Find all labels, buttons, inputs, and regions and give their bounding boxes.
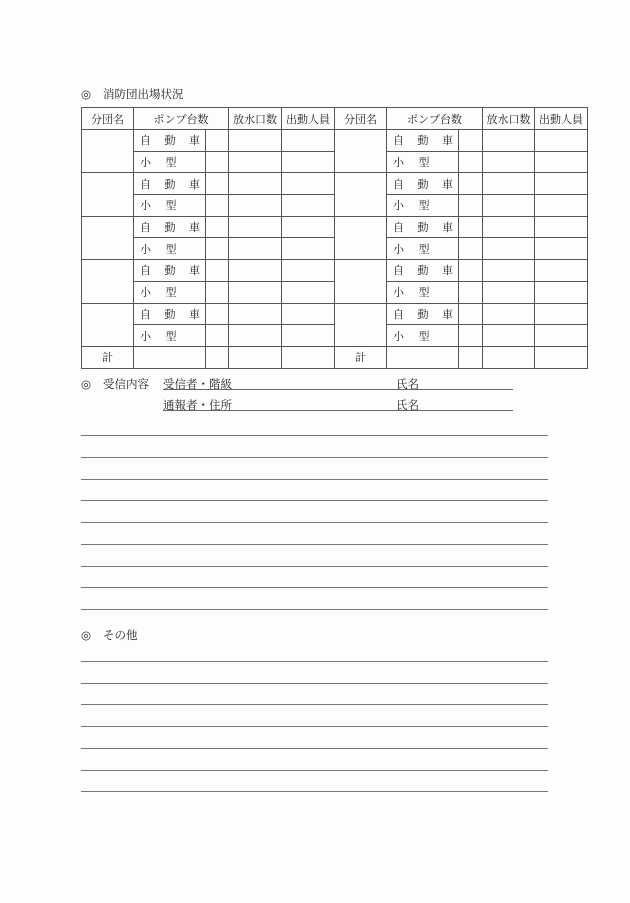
personnel-cell[interactable] xyxy=(535,303,588,325)
nozzle-count-cell[interactable] xyxy=(229,173,282,195)
vehicle-type-label: 自 動 車 xyxy=(387,216,459,238)
section-title: 消防団出場状況 xyxy=(103,87,184,101)
header-personnel: 出動人員 xyxy=(535,108,588,130)
writing-line[interactable] xyxy=(81,791,548,792)
total-pump-cell[interactable] xyxy=(134,346,206,368)
total-nozzle-cell[interactable] xyxy=(229,346,282,368)
total-pump-count-cell[interactable] xyxy=(459,346,483,368)
nozzle-count-cell[interactable] xyxy=(229,238,282,260)
nozzle-count-cell[interactable] xyxy=(229,325,282,347)
writing-line[interactable] xyxy=(81,661,548,662)
header-nozzle-count: 放水口数 xyxy=(483,108,535,130)
personnel-cell[interactable] xyxy=(535,325,588,347)
writing-line[interactable] xyxy=(81,522,548,523)
receiver-rank-label: 受信者・階級 xyxy=(163,377,232,391)
total-personnel-cell[interactable] xyxy=(282,346,335,368)
nozzle-count-cell[interactable] xyxy=(229,216,282,238)
nozzle-count-cell[interactable] xyxy=(483,238,535,260)
table-row xyxy=(82,303,588,325)
total-pump-cell[interactable] xyxy=(387,346,459,368)
writing-line[interactable] xyxy=(81,609,548,610)
pump-count-cell[interactable] xyxy=(459,281,483,303)
vehicle-type-label: 自 動 車 xyxy=(387,130,459,152)
vehicle-type-label: 自 動 車 xyxy=(134,303,206,325)
vehicle-type-label: 自 動 車 xyxy=(134,260,206,282)
nozzle-count-cell[interactable] xyxy=(483,281,535,303)
pump-count-cell[interactable] xyxy=(459,130,483,152)
pump-count-cell[interactable] xyxy=(206,260,229,282)
total-label: 計 xyxy=(335,346,387,368)
vehicle-type-label: 自 動 車 xyxy=(387,260,459,282)
pump-count-cell[interactable] xyxy=(206,130,229,152)
personnel-cell[interactable] xyxy=(535,173,588,195)
personnel-cell[interactable] xyxy=(282,130,335,152)
personnel-cell[interactable] xyxy=(535,281,588,303)
vehicle-type-label: 自 動 車 xyxy=(387,173,459,195)
vehicle-type-label: 小 型 xyxy=(387,238,459,260)
personnel-cell[interactable] xyxy=(535,151,588,173)
vehicle-type-label: 小 型 xyxy=(134,325,206,347)
pump-count-cell[interactable] xyxy=(459,216,483,238)
pump-count-cell[interactable] xyxy=(459,173,483,195)
vehicle-type-label: 小 型 xyxy=(387,325,459,347)
receiver-field[interactable] xyxy=(163,389,513,390)
nozzle-count-cell[interactable] xyxy=(483,173,535,195)
header-pump-count: ポンプ台数 xyxy=(134,108,229,130)
fire-brigade-status-table xyxy=(81,107,588,369)
writing-line[interactable] xyxy=(81,500,548,501)
pump-count-cell[interactable] xyxy=(206,281,229,303)
table-row xyxy=(82,216,588,238)
division-name-cell[interactable] xyxy=(335,130,387,173)
table-row xyxy=(82,130,588,152)
nozzle-count-cell[interactable] xyxy=(229,281,282,303)
personnel-cell[interactable] xyxy=(282,260,335,282)
receiver-name-label: 氏名 xyxy=(396,377,419,391)
nozzle-count-cell[interactable] xyxy=(483,325,535,347)
writing-line[interactable] xyxy=(81,587,548,588)
nozzle-count-cell[interactable] xyxy=(483,151,535,173)
writing-line[interactable] xyxy=(81,770,548,771)
writing-line[interactable] xyxy=(81,457,548,458)
nozzle-count-cell[interactable] xyxy=(483,303,535,325)
personnel-cell[interactable] xyxy=(282,238,335,260)
writing-line[interactable] xyxy=(81,726,548,727)
pump-count-cell[interactable] xyxy=(206,151,229,173)
pump-count-cell[interactable] xyxy=(206,303,229,325)
total-pump-count-cell[interactable] xyxy=(206,346,229,368)
pump-count-cell[interactable] xyxy=(459,151,483,173)
header-division: 分団名 xyxy=(82,108,134,130)
division-name-cell[interactable] xyxy=(82,303,134,346)
writing-line[interactable] xyxy=(81,479,548,480)
division-name-cell[interactable] xyxy=(335,303,387,346)
nozzle-count-cell[interactable] xyxy=(229,260,282,282)
personnel-cell[interactable] xyxy=(282,151,335,173)
pump-count-cell[interactable] xyxy=(459,195,483,217)
personnel-cell[interactable] xyxy=(535,195,588,217)
pump-count-cell[interactable] xyxy=(206,238,229,260)
table-header-row xyxy=(82,108,588,130)
vehicle-type-label: 小 型 xyxy=(387,151,459,173)
pump-count-cell[interactable] xyxy=(459,260,483,282)
reporter-field[interactable] xyxy=(163,410,513,411)
personnel-cell[interactable] xyxy=(535,216,588,238)
section-title: 受信内容 xyxy=(103,377,149,391)
nozzle-count-cell[interactable] xyxy=(229,130,282,152)
personnel-cell[interactable] xyxy=(282,281,335,303)
nozzle-count-cell[interactable] xyxy=(483,195,535,217)
vehicle-type-label: 自 動 車 xyxy=(134,173,206,195)
header-nozzle-count: 放水口数 xyxy=(229,108,282,130)
personnel-cell[interactable] xyxy=(535,130,588,152)
pump-count-cell[interactable] xyxy=(459,238,483,260)
division-name-cell[interactable] xyxy=(335,260,387,303)
pump-count-cell[interactable] xyxy=(459,325,483,347)
section-heading-other xyxy=(81,627,138,643)
table-row xyxy=(82,173,588,195)
vehicle-type-label: 小 型 xyxy=(387,195,459,217)
division-name-cell[interactable] xyxy=(82,260,134,303)
division-name-cell[interactable] xyxy=(335,173,387,216)
vehicle-type-label: 自 動 車 xyxy=(387,303,459,325)
section-heading-fire-brigade xyxy=(81,86,184,102)
table-row xyxy=(82,260,588,282)
division-name-cell[interactable] xyxy=(82,173,134,216)
pump-count-cell[interactable] xyxy=(206,173,229,195)
personnel-cell[interactable] xyxy=(282,195,335,217)
section-title: その他 xyxy=(103,628,138,642)
double-circle-icon: ◎ xyxy=(81,377,92,391)
writing-line[interactable] xyxy=(81,544,548,545)
writing-line[interactable] xyxy=(81,748,548,749)
vehicle-type-label: 小 型 xyxy=(387,281,459,303)
pump-count-cell[interactable] xyxy=(206,325,229,347)
nozzle-count-cell[interactable] xyxy=(483,216,535,238)
reporter-address-label: 通報者・住所 xyxy=(163,398,232,412)
header-personnel: 出動人員 xyxy=(282,108,335,130)
writing-line[interactable] xyxy=(81,435,548,436)
header-pump-count: ポンプ台数 xyxy=(387,108,483,130)
division-name-cell[interactable] xyxy=(82,216,134,259)
writing-line[interactable] xyxy=(81,704,548,705)
double-circle-icon: ◎ xyxy=(81,628,92,642)
division-name-cell[interactable] xyxy=(82,130,134,173)
vehicle-type-label: 小 型 xyxy=(134,238,206,260)
pump-count-cell[interactable] xyxy=(206,216,229,238)
pump-count-cell[interactable] xyxy=(206,195,229,217)
writing-line[interactable] xyxy=(81,683,548,684)
personnel-cell[interactable] xyxy=(282,303,335,325)
personnel-cell[interactable] xyxy=(282,173,335,195)
total-personnel-cell[interactable] xyxy=(535,346,588,368)
personnel-cell[interactable] xyxy=(282,325,335,347)
vehicle-type-label: 小 型 xyxy=(134,281,206,303)
personnel-cell[interactable] xyxy=(535,260,588,282)
vehicle-type-label: 自 動 車 xyxy=(134,130,206,152)
total-nozzle-cell[interactable] xyxy=(483,346,535,368)
reporter-name-label: 氏名 xyxy=(396,398,419,412)
nozzle-count-cell[interactable] xyxy=(229,151,282,173)
nozzle-count-cell[interactable] xyxy=(483,260,535,282)
header-division: 分団名 xyxy=(335,108,387,130)
nozzle-count-cell[interactable] xyxy=(229,303,282,325)
nozzle-count-cell[interactable] xyxy=(229,195,282,217)
vehicle-type-label: 小 型 xyxy=(134,151,206,173)
double-circle-icon: ◎ xyxy=(81,87,92,101)
section-heading-reception xyxy=(81,376,149,392)
vehicle-type-label: 自 動 車 xyxy=(134,216,206,238)
pump-count-cell[interactable] xyxy=(459,303,483,325)
vehicle-type-label: 小 型 xyxy=(134,195,206,217)
writing-line[interactable] xyxy=(81,566,548,567)
personnel-cell[interactable] xyxy=(282,216,335,238)
total-row xyxy=(82,346,588,368)
total-label: 計 xyxy=(82,346,134,368)
division-name-cell[interactable] xyxy=(335,216,387,259)
personnel-cell[interactable] xyxy=(535,238,588,260)
nozzle-count-cell[interactable] xyxy=(483,130,535,152)
